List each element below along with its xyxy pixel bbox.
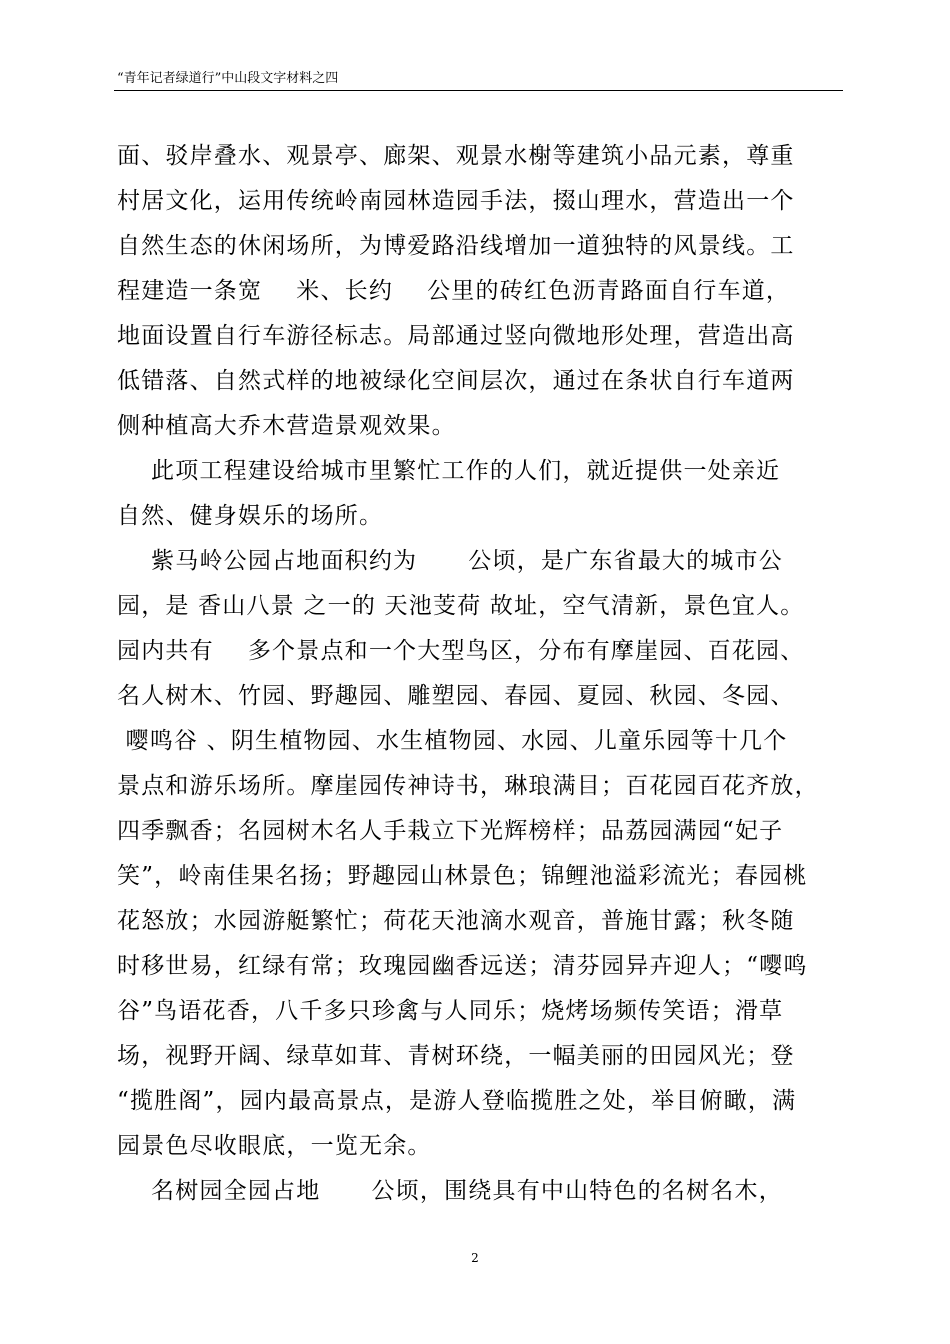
- text-line: 景点和游乐场所。摩崖园传神诗书，琳琅满目；百花园百花齐放，: [117, 773, 819, 799]
- text-line: 花怒放；水园游艇繁忙；荷花天池滴水观音，普施甘露；秋冬随: [117, 908, 795, 934]
- text-line: 嘤鸣谷 、阴生植物园、水生植物园、水园、儿童乐园等十几个: [117, 728, 788, 754]
- text-line: 村居文化，运用传统岭南园林造园手法，掇山理水，营造出一个: [117, 188, 795, 214]
- text-line: 谷”鸟语花香，八千多只珍禽与人同乐；烧烤场频传笑语；滑草: [117, 998, 784, 1024]
- document-body: [117, 134, 843, 1214]
- header-divider: [114, 90, 843, 91]
- text-line: 侧种植高大乔木营造景观效果。: [117, 413, 456, 439]
- text-line: 园，是 香山八景 之一的 天池芰荷 故址，空气清新，景色宜人。: [117, 593, 805, 619]
- text-line: 园内共有 多个景点和一个大型鸟区，分布有摩崖园、百花园、: [117, 638, 805, 664]
- text-line: 程建造一条宽 米、长约 公里的砖红色沥青路面自行车道，: [117, 278, 791, 304]
- text-line: 面、驳岸叠水、观景亭、廊架、观景水榭等建筑小品元素，尊重: [117, 143, 795, 169]
- text-line: 紫马岭公园占地面积约为 公顷，是广东省最大的城市公: [117, 548, 783, 574]
- text-line: 名树园全园占地 公顷，围绕具有中山特色的名树名木，: [117, 1178, 783, 1204]
- text-line: 自然生态的休闲场所，为博爱路沿线增加一道独特的风景线。工: [117, 233, 795, 259]
- text-line: 场，视野开阔、绿草如茸、青树环绕，一幅美丽的田园风光；登: [117, 1043, 795, 1069]
- text-line: 自然、健身娱乐的场所。: [117, 503, 384, 529]
- page-header-title: “青年记者绿道行”中山段文字材料之四: [117, 71, 339, 86]
- page-number: 2: [471, 1251, 479, 1265]
- text-line: 笑”，岭南佳果名扬；野趣园山林景色；锦鲤池溢彩流光；春园桃: [117, 863, 808, 889]
- text-line: 园景色尽收眼底，一览无余。: [117, 1133, 432, 1159]
- text-line: “揽胜阁”，园内最高景点，是游人登临揽胜之处，举目俯瞰，满: [117, 1088, 797, 1114]
- text-line: 低错落、自然式样的地被绿化空间层次，通过在条状自行车道两: [117, 368, 795, 394]
- text-line: 地面设置自行车游径标志。局部通过竖向微地形处理，营造出高: [117, 323, 795, 349]
- text-line: 时移世易，红绿有常；玫瑰园幽香远送；清芬园异卉迎人；“嘤鸣: [117, 953, 808, 979]
- text-line: 名人树木、竹园、野趣园、雕塑园、春园、夏园、秋园、冬园、: [117, 683, 795, 709]
- text-line: 此项工程建设给城市里繁忙工作的人们，就近提供一处亲近: [117, 458, 781, 484]
- text-line: 四季飘香；名园树木名人手栽立下光辉榜样；品荔园满园“妃子: [117, 818, 784, 844]
